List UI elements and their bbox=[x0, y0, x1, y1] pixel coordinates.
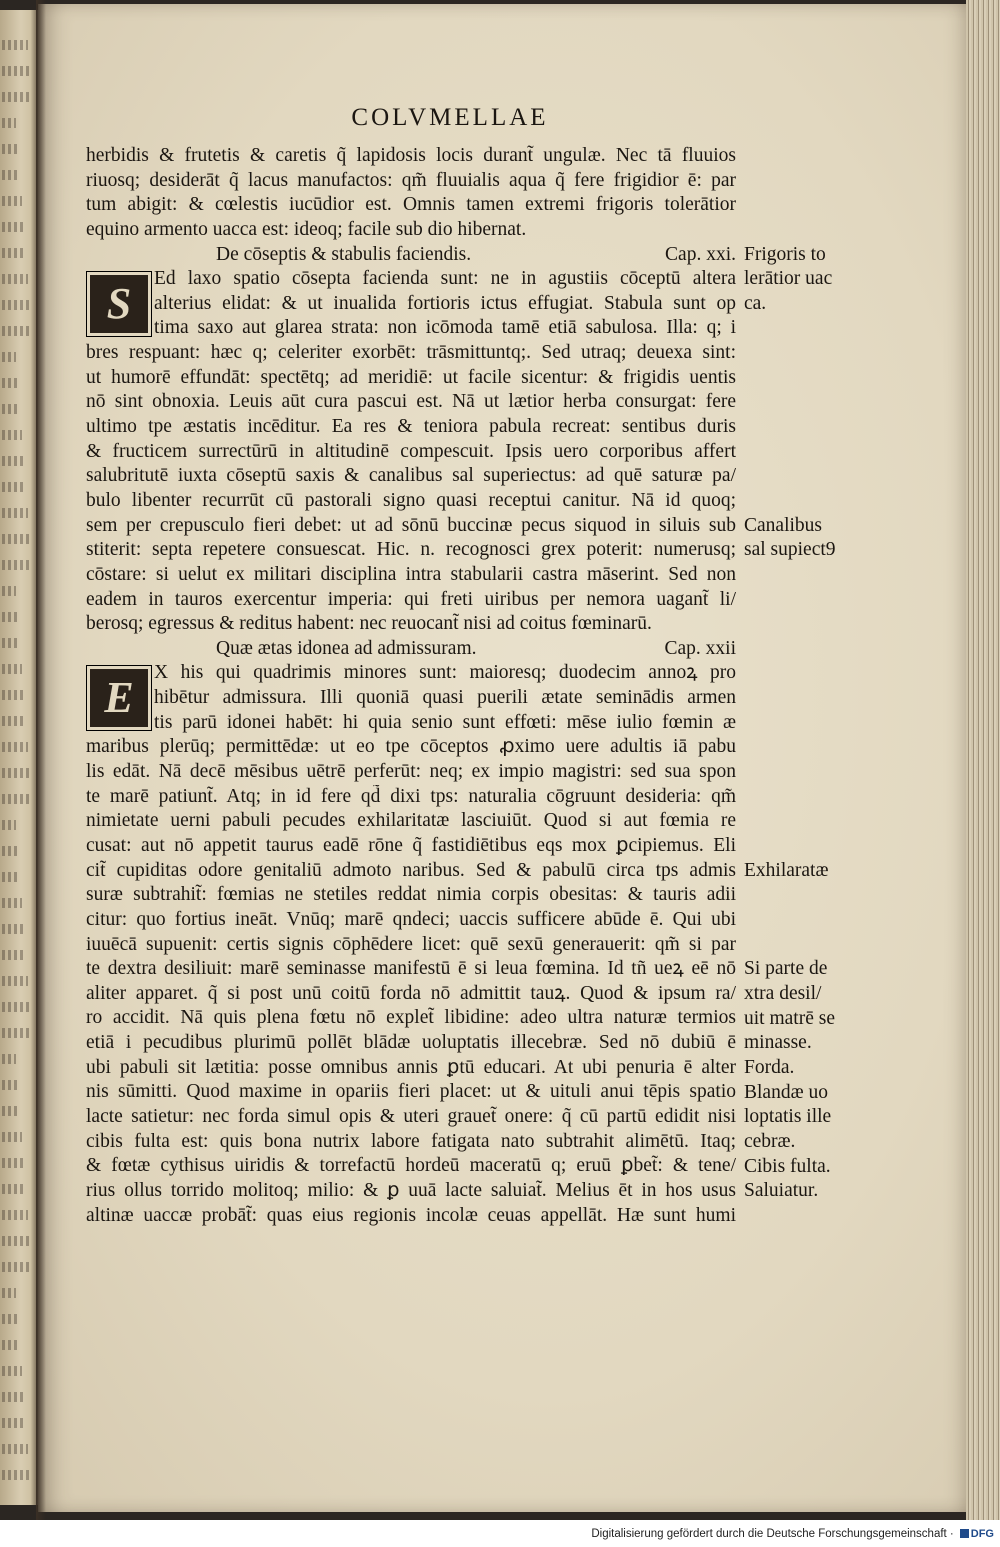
show-through-text bbox=[2, 1106, 20, 1116]
show-through-text bbox=[2, 976, 28, 986]
chapter-title: Quæ ætas idonea ad admissuram. bbox=[216, 637, 477, 659]
marginal-note-line: Forda. bbox=[744, 1057, 795, 1079]
marginal-note-line: Frigoris to bbox=[744, 243, 826, 265]
show-through-text bbox=[2, 1340, 20, 1350]
text-line: cusat: aut nō appetit taurus eadē rōne q̃ fastidiētibus eqs mox ꝑcipiemus. Eli bbox=[86, 834, 736, 856]
text-line: berosq; egressus & reditus habent: nec reuocant̃ nisi ad coitus fœminarū. bbox=[86, 613, 652, 635]
show-through-text bbox=[2, 1444, 28, 1454]
marginal-note bbox=[744, 514, 864, 563]
marginal-note-line: sal supiect9 bbox=[744, 539, 836, 561]
show-through-text bbox=[2, 1158, 24, 1168]
text-line: altinæ uaccæ probāt̃: quas eius regionis incolæ ceuas appellāt. Hæ sunt humi bbox=[86, 1204, 736, 1226]
text-line: salubritutē iuxta cōseptū saxis & canalibus sal superiectus: ad quē saturæ pa/ bbox=[86, 465, 736, 487]
marginal-note bbox=[744, 957, 864, 1204]
text-line: & fœtæ cythisus uiridis & torrefactū hordeū maceratū q; eruū ꝑbet̃: & tene/ bbox=[86, 1155, 736, 1177]
show-through-text bbox=[2, 1054, 16, 1064]
text-line: citur: quo fortius ineāt. Vnūq; marē qndeci; uaccis sufficere abūde ē. Qui ubi bbox=[86, 908, 736, 930]
show-through-text bbox=[2, 1236, 30, 1246]
text-line: X his qui quadrimis minores sunt: maioresq; duodecim annoꝝ pro bbox=[154, 662, 736, 684]
decorated-initial-s bbox=[86, 271, 152, 337]
text-line: bulo libenter recurrūt cū pastorali signo quasi receptui canitur. Nā id quoq; bbox=[86, 489, 736, 511]
text-line: herbidis & frutetis & caretis q̃ lapidosis locis durant̃ ungulæ. Nec tā fluuios bbox=[86, 145, 736, 166]
show-through-text bbox=[2, 1184, 26, 1194]
show-through-text bbox=[2, 534, 30, 544]
text-line: aliter apparet. q̃ si post unū coitū forda nō admittit tauꝝ. Quod & ipsum ra/ bbox=[86, 982, 736, 1004]
text-line: te dextra desiliuit: marē seminasse manifestū ē si leua fœmina. Id tñ ueꝝ eē nō bbox=[86, 958, 736, 980]
marginal-note-line: minasse. bbox=[744, 1032, 812, 1054]
text-line: eadem in tauros exercentur imperia: qui freti uiribus per nemora uagant̃ li/ bbox=[86, 588, 736, 610]
marginal-note-line: Saluiatur. bbox=[744, 1180, 819, 1202]
show-through-text bbox=[2, 404, 20, 414]
show-through-text bbox=[2, 1366, 22, 1376]
chapter-heading bbox=[86, 243, 736, 268]
text-line: ut humorē effundāt: spectētq; ad meridiē: ut facile sicentur: & frigidis uentis bbox=[86, 366, 736, 388]
show-through-text bbox=[2, 248, 26, 258]
show-through-text bbox=[2, 1288, 16, 1298]
text-line: suræ subtrahit̃: fœmias ne stetiles reddat nimia corpis obesitas: & tauris adii bbox=[86, 884, 736, 906]
text-line: lis edāt. Nā decē mēsibus uētrē perferūt: neq; ex impio magistri: sed sua spon bbox=[86, 761, 736, 783]
show-through-text bbox=[2, 430, 22, 440]
text-line: etiā i pecudibus plurimū pollēt blādæ uoluptatis illecebræ. Sed nō dubiū ē bbox=[86, 1032, 736, 1054]
initial-letter: S bbox=[106, 279, 132, 328]
text-line: te marē patiunt̃. Atq; in id fere qd̃ dixi tps: naturalia cōgruunt desideria: qm̃ bbox=[86, 785, 736, 807]
show-through-text bbox=[2, 768, 30, 778]
text-line: ro accidit. Nā quis plena fœtu nō explet̃ libidine: adeo ultra naturæ termios bbox=[86, 1007, 736, 1029]
show-through-text bbox=[2, 872, 20, 882]
marginal-note-line: Cibis fulta. bbox=[744, 1155, 831, 1177]
show-through-text bbox=[2, 586, 16, 596]
main-text-block bbox=[86, 144, 736, 1228]
marginal-note-line: ca. bbox=[744, 292, 767, 314]
marginal-note-line: uit matrē se bbox=[744, 1007, 835, 1029]
text-line: & fructicem surrectūrū in altitudinē compescuit. Ipsis uero corporibus affert bbox=[86, 440, 736, 462]
text-line: tis parū idonei habēt: hi quia senio sunt effœti: mēse iulio fœmin æ bbox=[154, 711, 736, 733]
show-through-text bbox=[2, 1028, 32, 1038]
show-through-text bbox=[2, 664, 22, 674]
show-through-text bbox=[2, 170, 20, 180]
show-through-text bbox=[2, 794, 32, 804]
marginal-note-line: Si parte de bbox=[744, 958, 828, 980]
text-line: alterius elidat: & ut inualida fortioris ictus effugiat. Stabula sunt op bbox=[154, 292, 736, 314]
show-through-text bbox=[2, 1314, 18, 1324]
marginal-note-line: xtra desil/ bbox=[744, 983, 822, 1005]
marginal-note bbox=[744, 243, 864, 317]
text-line: ubi pabuli sit lætitia: posse omnibus annis ꝑtū educari. At ubi penuria ē alter bbox=[86, 1056, 736, 1078]
show-through-text bbox=[2, 1002, 30, 1012]
show-through-text bbox=[2, 508, 28, 518]
show-through-text bbox=[2, 1470, 30, 1480]
marginal-note bbox=[744, 859, 864, 884]
text-line: tum abigit: & cœlestis iucūdior est. Omnis tamen extremi frigoris tolerātior bbox=[86, 194, 736, 216]
show-through-text bbox=[2, 222, 24, 232]
text-line: maribus plerūq; permittēdæ: ut eo tpe cōceptos ꝓximo uere adultis iā pabu bbox=[86, 736, 736, 758]
running-header: COLVMELLAE bbox=[351, 104, 549, 131]
show-through-text bbox=[2, 66, 30, 76]
chapter-number: Cap. xxii bbox=[664, 637, 736, 659]
text-line: cit̃ cupiditas odore genitaliū admoto naribus. Sed & pabulū circa tps admis bbox=[86, 859, 736, 881]
show-through-text bbox=[2, 378, 18, 388]
show-through-text bbox=[2, 1392, 24, 1402]
text-line: hibētur admissura. Illi quoniā quasi puerili ætate seminādis armen bbox=[154, 687, 736, 709]
show-through-text bbox=[2, 846, 18, 856]
text-line: sem per crepusculo fieri debet: ut ad sōnū buccinæ pecus siquod in siluis sub bbox=[86, 514, 736, 536]
marginal-note-line: cebræ. bbox=[744, 1131, 796, 1153]
show-through-text bbox=[2, 742, 28, 752]
text-line: ultimo tpe æstatis incēditur. Ea res & teniora pabula recreat: sentibus duris bbox=[86, 416, 736, 438]
show-through-text bbox=[2, 950, 26, 960]
dfg-logo-mark-icon bbox=[960, 1529, 969, 1538]
text-line: riuosq; desiderāt q̃ lacus manufactos: qm̃ fluuialis aqua q̃ fere frigidior ē: par bbox=[86, 169, 736, 191]
text-line: stiterit: septa repetere consuescat. Hic. n. recognosci grex poterit: numerusq; bbox=[86, 539, 736, 561]
show-through-text bbox=[2, 716, 26, 726]
footer-bar bbox=[0, 1520, 1000, 1547]
chapter-heading bbox=[86, 637, 736, 662]
show-through-text bbox=[2, 144, 18, 154]
show-through-text bbox=[2, 456, 24, 466]
show-through-text bbox=[2, 1080, 18, 1090]
show-through-text bbox=[2, 924, 24, 934]
page-block-edges bbox=[966, 0, 1000, 1520]
show-through-text bbox=[2, 898, 22, 908]
text-line: nimietate uerni pabuli pecudes exhilaritatæ lasciuiūt. Quod si aut fœmia re bbox=[86, 810, 736, 832]
dfg-logo-text: DFG bbox=[970, 1527, 994, 1540]
marginal-note-line: Canalibus bbox=[744, 514, 822, 536]
marginal-note-line: loptatis ille bbox=[744, 1106, 832, 1128]
show-through-text bbox=[2, 612, 18, 622]
text-line: cōstare: si uelut ex militari disciplina intra stabularii castra māserint. Sed non bbox=[86, 563, 736, 585]
show-through-text bbox=[2, 820, 16, 830]
show-through-text bbox=[2, 1210, 28, 1220]
funding-credit: Digitalisierung gefördert durch die Deutsche Forschungsgemeinschaft · bbox=[591, 1527, 954, 1540]
text-line: equino armento uacca est: ideoq; facile sub dio hibernat. bbox=[86, 218, 527, 240]
marginal-note-line: Blandæ uo bbox=[744, 1081, 828, 1103]
text-line: iuuēcā supuenit: certis signis cōphēdere licet: quē sexū generauerit: qm̃ si par bbox=[86, 933, 736, 955]
chapter-number: Cap. xxi. bbox=[665, 243, 736, 265]
text-line: nō sint obnoxia. Leuis aūt cura pascui est. Nā ut lætior herba consurgat: fere bbox=[86, 391, 736, 413]
text-line: cibis fulta est: quis bona nutrix labore fatigata nato subtrahit alimētū. Itaq; bbox=[86, 1130, 736, 1152]
show-through-text bbox=[2, 560, 32, 570]
text-line: lacte satietur: nec forda simul opis & uteri grauet̃ onere: q̃ cū partū edidit nisi bbox=[86, 1105, 736, 1127]
show-through-text bbox=[2, 40, 28, 50]
show-through-text bbox=[2, 482, 26, 492]
text-line: Ed laxo spatio cōsepta facienda sunt: ne in agustiis cōceptū altera bbox=[154, 268, 736, 290]
marginal-note-line: lerātior uac bbox=[744, 268, 833, 290]
chapter-title: De cōseptis & stabulis faciendis. bbox=[216, 243, 472, 265]
marginal-note-line: Exhilaratæ bbox=[744, 859, 829, 881]
show-through-text bbox=[2, 1418, 26, 1428]
show-through-text bbox=[2, 274, 28, 284]
show-through-text bbox=[2, 352, 16, 362]
facing-page-edge bbox=[0, 10, 38, 1505]
show-through-text bbox=[2, 196, 22, 206]
text-line: tima saxo aut glarea strata: non icōmoda tamē etiā sabulosa. Illa: q; i bbox=[154, 317, 736, 339]
initial-letter: E bbox=[104, 673, 134, 722]
text-line: nis sūmitti. Quod maxime in opariis fieri placet: ut & uituli anui tēpis spatio bbox=[86, 1081, 736, 1103]
show-through-text bbox=[2, 638, 20, 648]
show-through-text bbox=[2, 326, 32, 336]
dfg-logo bbox=[960, 1528, 994, 1540]
binding-shadow bbox=[36, 0, 46, 1520]
decorated-initial-e bbox=[86, 665, 152, 731]
show-through-text bbox=[2, 1132, 22, 1142]
show-through-text bbox=[2, 690, 24, 700]
show-through-text bbox=[2, 1262, 32, 1272]
show-through-text bbox=[2, 92, 32, 102]
text-line: rius ollus torrido molitoq; milio: & ꝑ uuā lacte saluiat̃. Melius ēt in hos usus bbox=[86, 1179, 736, 1201]
text-line: bres respuant: hæc q; celeriter exorbēt: trāsmittuntq;. Sed utraq; deuexa sint: bbox=[86, 342, 736, 364]
show-through-text bbox=[2, 300, 30, 310]
